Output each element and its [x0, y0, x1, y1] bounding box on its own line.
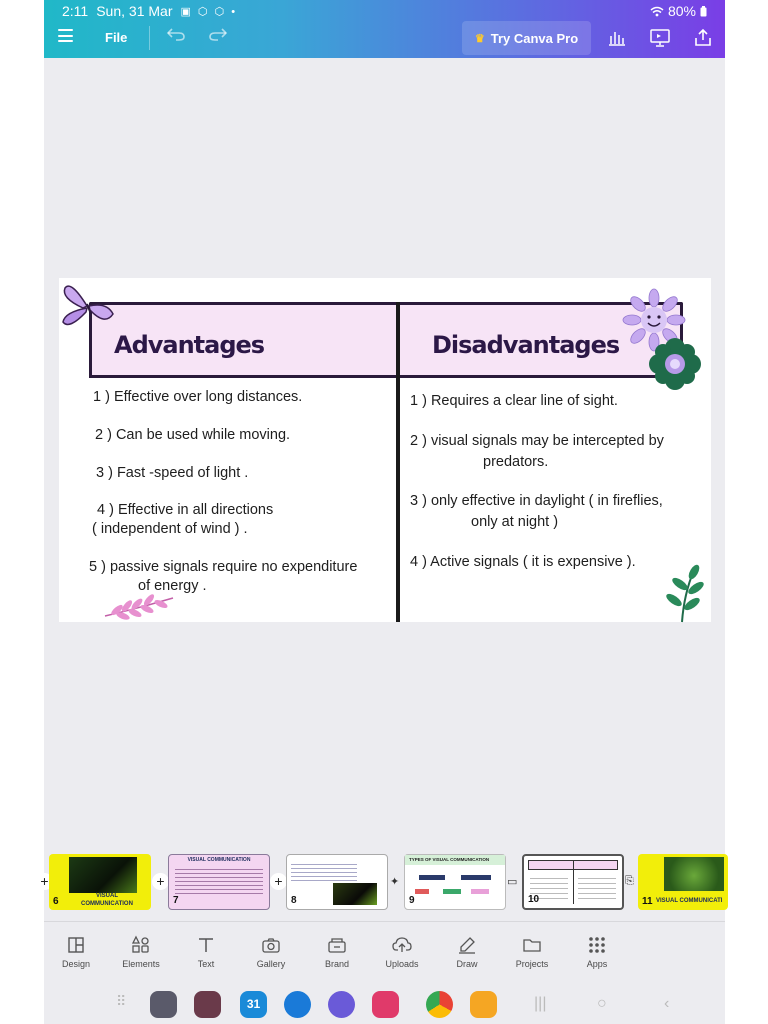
text-icon	[196, 935, 216, 955]
thumbnail-page-7[interactable]	[168, 854, 270, 910]
transition-icon[interactable]: ✦	[390, 876, 400, 888]
pink-leaf-sprig-icon	[103, 594, 175, 622]
advantage-item: 1 ) Effective over long distances.	[93, 389, 303, 405]
nav-divider	[44, 921, 725, 922]
disadvantage-item: predators.	[483, 454, 549, 470]
thumbnail-number: 11	[642, 896, 653, 907]
thumbnail-label: VISUAL COMMUNICATION	[187, 857, 251, 863]
home-icon[interactable]: ○	[597, 995, 607, 1012]
add-page-button[interactable]: +	[152, 873, 169, 890]
add-page-button[interactable]: +	[36, 873, 53, 890]
nav-gallery[interactable]: Gallery	[241, 935, 301, 969]
projects-icon	[522, 935, 542, 955]
thumbnail-page-10[interactable]	[522, 854, 624, 910]
transition-icon[interactable]: ⎘	[625, 875, 634, 887]
advantage-item: 3 ) Fast -speed of light .	[96, 465, 249, 481]
wifi-icon	[650, 6, 664, 17]
nav-draw[interactable]: Draw	[437, 935, 497, 969]
thumbnail-page-8[interactable]	[286, 854, 388, 910]
nav-design[interactable]: Design	[46, 935, 106, 969]
gallery-icon	[261, 935, 281, 955]
nav-projects[interactable]: Projects	[502, 935, 562, 969]
app-dock	[44, 988, 725, 1020]
notification-icons: ▣ ⬡ ⬡ •	[180, 5, 238, 18]
internet-app-icon[interactable]	[328, 991, 355, 1018]
menu-icon[interactable]	[58, 29, 73, 42]
disadvantage-item: 1 ) Requires a clear line of sight.	[410, 393, 618, 409]
brand-icon	[327, 935, 347, 955]
thumbnail-page-11[interactable]	[638, 854, 728, 910]
bug-image	[664, 857, 724, 891]
tablet-screen	[40, 0, 725, 1024]
disadvantage-item: 2 ) visual signals may be intercepted by	[410, 433, 664, 449]
advantage-item: 5 ) passive signals require no expenditure	[89, 559, 358, 575]
nav-apps[interactable]: Apps	[567, 935, 627, 969]
battery-icon	[700, 6, 707, 17]
app-folder-icon[interactable]	[150, 991, 177, 1018]
draw-icon	[457, 935, 477, 955]
thumbnail-number: 10	[528, 894, 540, 905]
redo-icon[interactable]	[208, 25, 228, 49]
back-icon[interactable]: ‹	[664, 995, 670, 1012]
thumbnail-label: VISUAL COMMUNICATION	[81, 893, 133, 907]
top-toolbar	[44, 0, 725, 58]
nav-brand[interactable]: Brand	[307, 935, 367, 969]
app-folder-icon[interactable]	[194, 991, 221, 1018]
advantages-heading: Advantages	[114, 331, 265, 359]
status-date: Sun, 31 Mar	[96, 3, 173, 19]
thumbnail-page-6[interactable]	[49, 854, 151, 910]
file-button[interactable]: File	[105, 30, 128, 45]
nav-elements[interactable]: Elements	[111, 935, 171, 969]
calendar-app-icon[interactable]: 31	[240, 991, 267, 1018]
nav-text[interactable]: Text	[176, 935, 236, 969]
add-page-button[interactable]: +	[270, 873, 287, 890]
thumbnail-number: 9	[409, 895, 415, 906]
disadvantages-heading: Disadvantages	[432, 331, 620, 359]
nav-uploads[interactable]: Uploads	[372, 935, 432, 969]
elements-icon	[131, 935, 151, 955]
advantage-item: 4 ) Effective in all directions	[97, 502, 274, 518]
header-divider	[89, 375, 689, 378]
thumbnail-page-9[interactable]	[404, 854, 506, 910]
thumbnail-label: TYPES OF VISUAL COMMUNICATION	[409, 857, 490, 862]
crown-icon: ♛	[474, 32, 485, 45]
table-header	[89, 302, 683, 376]
undo-icon[interactable]	[166, 25, 186, 49]
slide-canvas[interactable]	[59, 278, 711, 622]
files-app-icon[interactable]	[470, 991, 497, 1018]
status-time: 2:11	[62, 3, 89, 19]
apps-icon	[587, 935, 607, 955]
disadvantage-item: 4 ) Active signals ( it is expensive ).	[410, 554, 636, 570]
chart-icon[interactable]	[606, 27, 628, 49]
green-leaf-sprig-icon	[660, 564, 704, 622]
status-bar	[62, 3, 707, 19]
thumbnail-number: 6	[53, 896, 59, 907]
disadvantage-item: only at night )	[471, 514, 559, 530]
try-pro-label: Try Canva Pro	[490, 30, 579, 46]
firefly-image	[333, 883, 377, 905]
advantage-item: of energy .	[138, 578, 207, 594]
toolbar-divider	[149, 26, 150, 50]
disadvantage-item: 3 ) only effective in daylight ( in fireflies,	[410, 493, 663, 509]
green-flower-icon	[648, 338, 702, 390]
firefly-image	[69, 857, 137, 893]
chrome-app-icon[interactable]	[426, 991, 453, 1018]
thumbnail-label: VISUAL COMMUNICATI	[656, 898, 723, 904]
thumbnail-number: 7	[173, 895, 179, 906]
camera-app-icon[interactable]	[372, 991, 399, 1018]
advantage-item: 2 ) Can be used while moving.	[95, 427, 291, 443]
share-icon[interactable]	[692, 27, 714, 49]
butterfly-icon	[59, 278, 119, 334]
messages-app-icon[interactable]	[284, 991, 311, 1018]
bottom-nav	[44, 935, 725, 977]
transition-icon[interactable]: ▭	[507, 876, 518, 888]
try-canva-pro-button[interactable]	[462, 21, 591, 55]
battery-level: 80%	[667, 3, 696, 19]
uploads-icon	[392, 935, 412, 955]
apps-drawer-icon[interactable]: ⠿	[116, 993, 127, 1009]
recents-icon[interactable]: |||	[534, 995, 547, 1012]
thumbnail-number: 8	[291, 895, 297, 906]
design-icon	[66, 935, 86, 955]
advantage-item: ( independent of wind ) .	[92, 521, 248, 537]
present-icon[interactable]	[649, 27, 671, 49]
page-thumbnails	[40, 848, 725, 916]
column-divider	[396, 302, 400, 622]
